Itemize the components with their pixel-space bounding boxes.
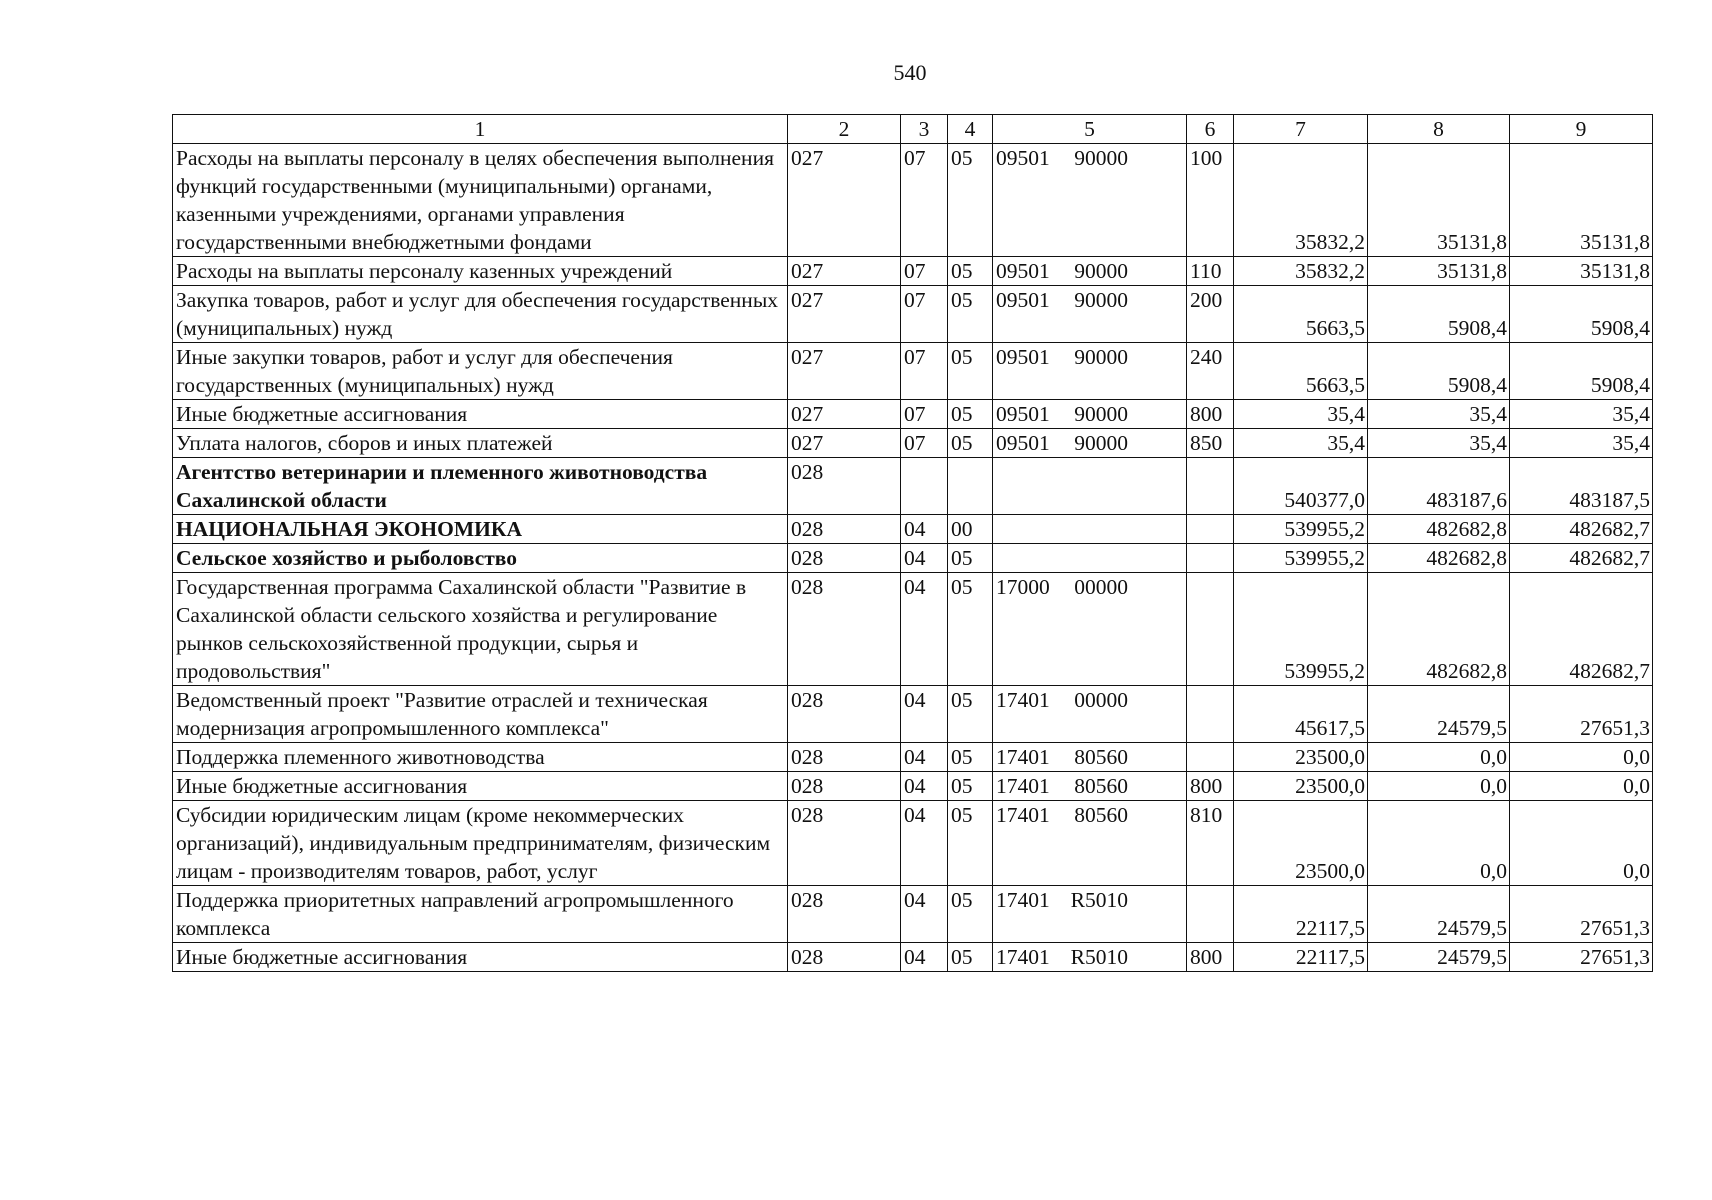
code-expense-type: 240: [1187, 343, 1234, 400]
code-section: 07: [901, 257, 948, 286]
code-expense-type: 850: [1187, 429, 1234, 458]
code-section: 04: [901, 686, 948, 743]
code-direction: 90000: [1074, 431, 1128, 455]
code-subsection: 05: [948, 801, 993, 886]
amount-col7: 23500,0: [1234, 801, 1368, 886]
code-target-article: [993, 515, 1187, 544]
code-target-article: [993, 286, 1187, 343]
amount-col7: 539955,2: [1234, 573, 1368, 686]
amount-col7: 22117,5: [1234, 943, 1368, 972]
row-name: Поддержка приоритетных направлений агропромышленного комплекса: [173, 886, 788, 943]
code-subsection: 05: [948, 772, 993, 801]
amount-col8: 5908,4: [1368, 286, 1510, 343]
code-program: 17000: [996, 575, 1050, 599]
amount-col9: 0,0: [1510, 743, 1653, 772]
code-target-article: [993, 743, 1187, 772]
amount-col9: 35131,8: [1510, 257, 1653, 286]
code-subsection: 05: [948, 429, 993, 458]
amount-col8: 482682,8: [1368, 573, 1510, 686]
row-name: Агентство ветеринарии и племенного животноводства Сахалинской области: [173, 458, 788, 515]
code-ministry: 028: [788, 544, 901, 573]
code-section: 07: [901, 429, 948, 458]
code-program: 09501: [996, 146, 1050, 170]
code-program: 17401: [996, 945, 1050, 969]
amount-col9: 27651,3: [1510, 886, 1653, 943]
code-expense-type: 810: [1187, 801, 1234, 886]
column-number-row: [173, 115, 1653, 144]
code-direction: 90000: [1074, 402, 1128, 426]
code-section: 04: [901, 573, 948, 686]
amount-col7: 5663,5: [1234, 343, 1368, 400]
code-target-article: [993, 886, 1187, 943]
code-program: 17401: [996, 774, 1050, 798]
amount-col8: 24579,5: [1368, 886, 1510, 943]
row-name: Иные закупки товаров, работ и услуг для обеспечения государственных (муниципальных) нужд: [173, 343, 788, 400]
table-row: [173, 144, 1653, 257]
code-target-article-parts: [993, 886, 1186, 914]
code-target-article: [993, 801, 1187, 886]
code-subsection: 05: [948, 144, 993, 257]
amount-col8: 24579,5: [1368, 943, 1510, 972]
code-section: 07: [901, 144, 948, 257]
code-target-article: [993, 144, 1187, 257]
code-ministry: 028: [788, 515, 901, 544]
table-row: [173, 943, 1653, 972]
code-direction: 90000: [1074, 345, 1128, 369]
row-name: Государственная программа Сахалинской области "Развитие в Сахалинской области сельского хозяйства и регулирование рынков сельскохозяйственной продукции, сырья и продовольствия": [173, 573, 788, 686]
code-ministry: 027: [788, 257, 901, 286]
amount-col7: 35,4: [1234, 400, 1368, 429]
code-ministry: 028: [788, 458, 901, 515]
amount-col9: 5908,4: [1510, 286, 1653, 343]
row-name: Закупка товаров, работ и услуг для обеспечения государственных (муниципальных) нужд: [173, 286, 788, 343]
amount-col7: 539955,2: [1234, 515, 1368, 544]
row-name: Сельское хозяйство и рыболовство: [173, 544, 788, 573]
amount-col8: 24579,5: [1368, 686, 1510, 743]
code-direction: 00000: [1074, 688, 1128, 712]
code-section: 07: [901, 400, 948, 429]
amount-col8: 482682,8: [1368, 515, 1510, 544]
code-subsection: 05: [948, 343, 993, 400]
code-target-article-parts: [993, 429, 1186, 457]
row-name: Субсидии юридическим лицам (кроме некоммерческих организаций), индивидуальным предпринимателям, физическим лицам - производителям товаров, работ, услуг: [173, 801, 788, 886]
amount-col7: 35832,2: [1234, 257, 1368, 286]
amount-col7: 35832,2: [1234, 144, 1368, 257]
code-expense-type: 110: [1187, 257, 1234, 286]
amount-col9: 0,0: [1510, 772, 1653, 801]
amount-col8: 5908,4: [1368, 343, 1510, 400]
amount-col9: 27651,3: [1510, 943, 1653, 972]
row-name: НАЦИОНАЛЬНАЯ ЭКОНОМИКА: [173, 515, 788, 544]
code-direction: R5010: [1070, 945, 1128, 969]
code-program: 17401: [996, 803, 1050, 827]
column-number: 6: [1187, 115, 1234, 144]
table-row: [173, 544, 1653, 573]
code-target-article-parts: [993, 343, 1186, 371]
amount-col7: 540377,0: [1234, 458, 1368, 515]
amount-col9: 483187,5: [1510, 458, 1653, 515]
code-expense-type: 100: [1187, 144, 1234, 257]
code-subsection: 05: [948, 686, 993, 743]
code-ministry: 028: [788, 886, 901, 943]
code-section: 07: [901, 343, 948, 400]
code-direction: R5010: [1070, 888, 1128, 912]
code-ministry: 027: [788, 400, 901, 429]
code-expense-type: [1187, 573, 1234, 686]
amount-col7: 5663,5: [1234, 286, 1368, 343]
amount-col8: 35,4: [1368, 400, 1510, 429]
column-number: 8: [1368, 115, 1510, 144]
code-target-article-parts: [993, 144, 1186, 172]
code-section: 04: [901, 515, 948, 544]
table-row: [173, 458, 1653, 515]
table-row: [173, 286, 1653, 343]
code-subsection: 05: [948, 743, 993, 772]
code-target-article-parts: [993, 686, 1186, 714]
amount-col8: 0,0: [1368, 743, 1510, 772]
code-target-article-parts: [993, 743, 1186, 771]
amount-col8: 0,0: [1368, 772, 1510, 801]
row-name: Иные бюджетные ассигнования: [173, 943, 788, 972]
amount-col7: 35,4: [1234, 429, 1368, 458]
code-section: 04: [901, 801, 948, 886]
code-ministry: 028: [788, 772, 901, 801]
code-section: 04: [901, 886, 948, 943]
code-expense-type: [1187, 886, 1234, 943]
code-section: 04: [901, 743, 948, 772]
code-program: 17401: [996, 688, 1050, 712]
code-direction: 90000: [1074, 259, 1128, 283]
code-ministry: 027: [788, 429, 901, 458]
code-direction: 90000: [1074, 146, 1128, 170]
amount-col9: 482682,7: [1510, 544, 1653, 573]
column-number: 4: [948, 115, 993, 144]
code-section: 04: [901, 772, 948, 801]
code-expense-type: [1187, 544, 1234, 573]
amount-col7: 22117,5: [1234, 886, 1368, 943]
code-target-article: [993, 772, 1187, 801]
table-row: [173, 686, 1653, 743]
column-number: 1: [173, 115, 788, 144]
table-row: [173, 343, 1653, 400]
code-ministry: 028: [788, 743, 901, 772]
amount-col9: 35131,8: [1510, 144, 1653, 257]
code-subsection: 05: [948, 886, 993, 943]
column-number: 7: [1234, 115, 1368, 144]
code-subsection: 05: [948, 400, 993, 429]
code-direction: 00000: [1074, 575, 1128, 599]
code-target-article-parts: [993, 801, 1186, 829]
amount-col9: 5908,4: [1510, 343, 1653, 400]
amount-col7: 23500,0: [1234, 743, 1368, 772]
amount-col7: 23500,0: [1234, 772, 1368, 801]
code-target-article-parts: [993, 943, 1186, 971]
table-row: [173, 400, 1653, 429]
code-program: 09501: [996, 259, 1050, 283]
table-row: [173, 772, 1653, 801]
amount-col8: 483187,6: [1368, 458, 1510, 515]
code-target-article: [993, 343, 1187, 400]
amount-col9: 482682,7: [1510, 515, 1653, 544]
amount-col8: 0,0: [1368, 801, 1510, 886]
code-expense-type: 800: [1187, 772, 1234, 801]
code-program: 17401: [996, 888, 1050, 912]
code-target-article: [993, 573, 1187, 686]
row-name: Уплата налогов, сборов и иных платежей: [173, 429, 788, 458]
code-subsection: [948, 458, 993, 515]
code-program: 17401: [996, 745, 1050, 769]
amount-col7: 45617,5: [1234, 686, 1368, 743]
table-row: [173, 886, 1653, 943]
amount-col8: 35131,8: [1368, 144, 1510, 257]
amount-col9: 35,4: [1510, 400, 1653, 429]
code-subsection: 05: [948, 573, 993, 686]
code-expense-type: [1187, 743, 1234, 772]
row-name: Иные бюджетные ассигнования: [173, 400, 788, 429]
code-program: 09501: [996, 431, 1050, 455]
code-target-article: [993, 257, 1187, 286]
code-expense-type: 800: [1187, 943, 1234, 972]
amount-col9: 482682,7: [1510, 573, 1653, 686]
column-number: 9: [1510, 115, 1653, 144]
code-expense-type: [1187, 686, 1234, 743]
code-expense-type: 200: [1187, 286, 1234, 343]
code-subsection: 05: [948, 257, 993, 286]
code-target-article: [993, 458, 1187, 515]
code-expense-type: [1187, 515, 1234, 544]
column-number: 2: [788, 115, 901, 144]
code-subsection: 05: [948, 286, 993, 343]
table-row: [173, 743, 1653, 772]
column-number: 5: [993, 115, 1187, 144]
column-number: 3: [901, 115, 948, 144]
code-ministry: 027: [788, 286, 901, 343]
code-program: 09501: [996, 402, 1050, 426]
code-ministry: 028: [788, 573, 901, 686]
code-program: 09501: [996, 288, 1050, 312]
table-row: [173, 515, 1653, 544]
code-section: 04: [901, 943, 948, 972]
code-section: 04: [901, 544, 948, 573]
code-ministry: 027: [788, 144, 901, 257]
code-ministry: 028: [788, 801, 901, 886]
code-ministry: 027: [788, 343, 901, 400]
code-target-article: [993, 429, 1187, 458]
amount-col8: 482682,8: [1368, 544, 1510, 573]
row-name: Ведомственный проект "Развитие отраслей и техническая модернизация агропромышленного комплекса": [173, 686, 788, 743]
table-row: [173, 573, 1653, 686]
code-section: 07: [901, 286, 948, 343]
amount-col8: 35131,8: [1368, 257, 1510, 286]
code-target-article: [993, 544, 1187, 573]
row-name: Расходы на выплаты персоналу казенных учреждений: [173, 257, 788, 286]
table-row: [173, 429, 1653, 458]
code-subsection: 05: [948, 943, 993, 972]
code-ministry: 028: [788, 686, 901, 743]
code-expense-type: [1187, 458, 1234, 515]
code-section: [901, 458, 948, 515]
amount-col7: 539955,2: [1234, 544, 1368, 573]
code-target-article-parts: [993, 772, 1186, 800]
code-target-article: [993, 943, 1187, 972]
row-name: Иные бюджетные ассигнования: [173, 772, 788, 801]
amount-col9: 35,4: [1510, 429, 1653, 458]
amount-col9: 27651,3: [1510, 686, 1653, 743]
row-name: Поддержка племенного животноводства: [173, 743, 788, 772]
amount-col8: 35,4: [1368, 429, 1510, 458]
code-target-article: [993, 400, 1187, 429]
code-direction: 90000: [1074, 288, 1128, 312]
code-target-article-parts: [993, 400, 1186, 428]
code-program: 09501: [996, 345, 1050, 369]
table-row: [173, 257, 1653, 286]
code-ministry: 028: [788, 943, 901, 972]
code-direction: 80560: [1074, 745, 1128, 769]
table-row: [173, 801, 1653, 886]
code-target-article: [993, 686, 1187, 743]
budget-table: [172, 114, 1653, 972]
code-subsection: 00: [948, 515, 993, 544]
amount-col9: 0,0: [1510, 801, 1653, 886]
code-direction: 80560: [1074, 803, 1128, 827]
row-name: Расходы на выплаты персоналу в целях обеспечения выполнения функций государственными (муниципальными) органами, казенными учреждениями, органами управления государственными внебюджетными фондами: [173, 144, 788, 257]
code-expense-type: 800: [1187, 400, 1234, 429]
code-target-article-parts: [993, 257, 1186, 285]
code-target-article-parts: [993, 286, 1186, 314]
page-number: 540: [893, 60, 927, 85]
code-target-article-parts: [993, 573, 1186, 601]
code-subsection: 05: [948, 544, 993, 573]
code-direction: 80560: [1074, 774, 1128, 798]
